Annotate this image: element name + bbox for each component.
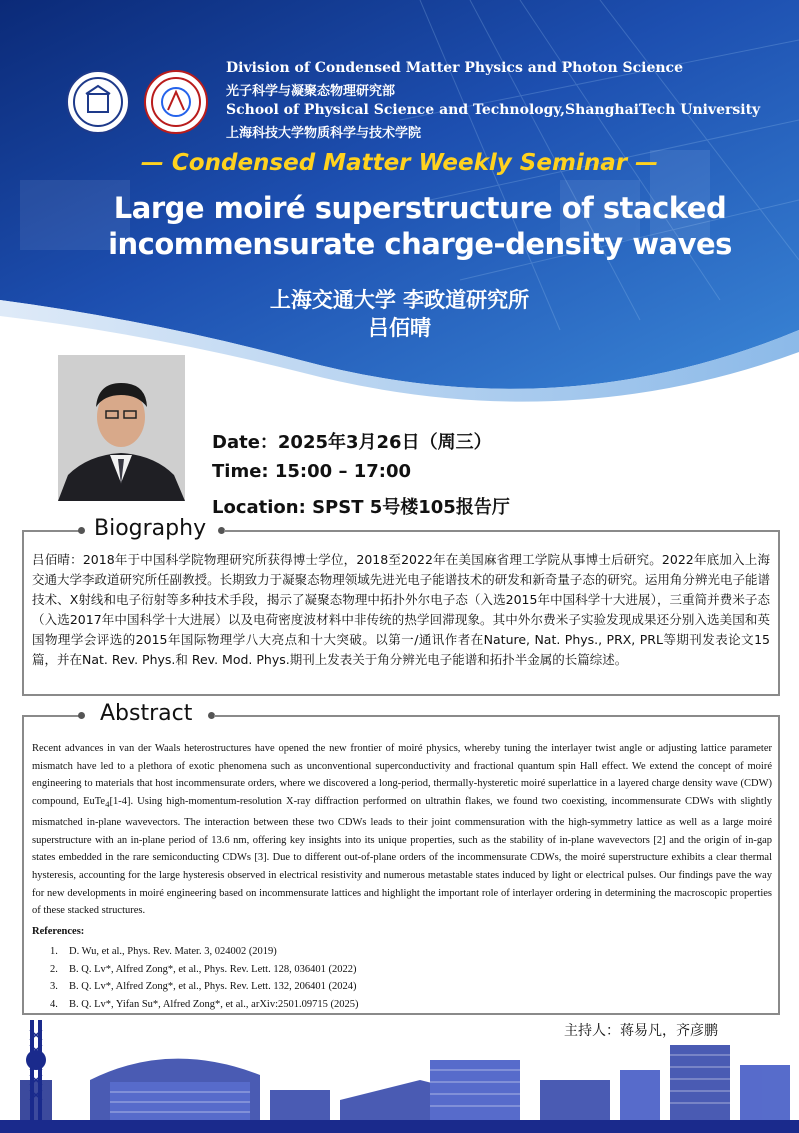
abstract-text-part-1: Recent advances in van der Waals heterostructures have opened the new frontier of moiré physics, whereby tuning the interlayer twist angle or adjusting lattice parameter mismatch have led to a plethora of exotic phenomena such as unconventional superconductivity and fractional quantum spin Hall effect. We extend the concept of moiré engineering to materials that host incommensurate orders, where we discovered a long-period, thermally-hysteretic moiré superlattice in a layered charge density wave (CDW) compound, EuTe (32, 743, 772, 808)
seminar-series: — Condensed Matter Weekly Seminar — (140, 150, 659, 176)
institution-en-school: School of Physical Science and Technology,ShanghaiTech University (226, 102, 761, 118)
institution-cn-school: 上海科技大学物质科学与技术学院 (226, 126, 422, 141)
speaker-photo (58, 355, 185, 501)
footer-skyline (0, 1020, 799, 1133)
logos (66, 70, 216, 140)
seminar-date: Date：2025年3月26日（周三） (212, 432, 492, 453)
abstract-text-part-2: [1-4]. Using high-momentum-resolution X-ray diffraction performed on ultrathin flakes, we found two coexisting, incommensurate CDWs with slightly mismatched in-plane wavevectors. The interaction between these two CDWs leads to their joint commensuration with the high-symmetry lattice as well as a large moiré superstructure with an in-plane period of 13.6 nm, offering key insights into its unique properties, such as the stability of in-plane wavevectors [2] and the origin of in-gap states embedded in the rare semiconducting CDWs [3]. Due to different out-of-plane orders of the incommensurate CDWs, the moiré superstructure exhibits a clear thermal hysteresis, accounting for the large hysteresis observed in electrical resistivity and numerous metastable states induced by light or electrical pulses. Our findings pave the way for new developments in moiré engineering based on incommensurate lattices and highlight the important role of interlayer ordering in determining the macroscopic properties of these stacked structures. (32, 796, 772, 917)
references-title: References: (32, 926, 85, 937)
abstract-heading: Abstract (100, 701, 193, 726)
institution-en-division: Division of Condensed Matter Physics and Photon Science (226, 60, 683, 76)
shanghaitech-logo (66, 70, 130, 134)
talk-title (80, 190, 760, 262)
biography-text: 吕佰晴：2018年于中国科学院物理研究所获得博士学位，2018至2022年在美国麻省理工学院从事博士后研究。2022年底加入上海交通大学李政道研究所任副教授。长期致力于凝聚态物理领域先进光电子能谱技术的研发和新奇量子态的研究。运用角分辨光电子能谱技术、X射线和电子衍射等多种技术手段，揭示了凝聚态物理中拓扑外尔电子态（入选2015年中国科学十大进展），三重简并费米子态（入选2017年中国科学十大进展）以及电荷密度波材料中非传统的热学回滞现象。其中外尔费米子实验发现成果还分别入选美国和英国物理学会评选的2015年国际物理学八大亮点和十大突破。以第一/通讯作者在Nature, Nat. Phys., PRX, PRL等期刊发表论文15篇，并在Nat. Rev. Phys.和 Rev. Mod. Phys.期刊上发表关于角分辨光电子能谱和拓扑半金属的长篇综述。 (32, 552, 770, 667)
speaker-name: 吕佰晴 (368, 316, 431, 340)
talk-title-line-1: Large moiré superstructure of stacked (113, 191, 727, 225)
abstract-subscript: 4 (105, 799, 110, 810)
institution-cn-division: 光子科学与凝聚态物理研究部 (226, 84, 396, 99)
spst-logo (144, 70, 208, 134)
references-list (50, 943, 359, 1014)
talk-title-line-2: incommensurate charge-density waves (108, 227, 732, 261)
seminar-location: Location: SPST 5号楼105报告厅 (212, 497, 510, 518)
biography-heading: Biography (94, 516, 207, 541)
reference-item: 2. B. Q. Lv*, Alfred Zong*, et al., Phys. Rev. Lett. 128, 036401 (2022) (50, 963, 357, 975)
reference-item: 1. D. Wu, et al., Phys. Rev. Mater. 3, 024002 (2019) (50, 946, 277, 957)
host-names: 主持人：蒋易凡，齐彦鹏 (564, 1023, 718, 1039)
abstract-text (32, 740, 772, 920)
reference-item: 3. B. Q. Lv*, Alfred Zong*, et al., Phys. Rev. Lett. 132, 206401 (2024) (50, 981, 357, 993)
seminar-time: Time: 15:00 – 17:00 (212, 461, 412, 482)
speaker-affiliation: 上海交通大学 李政道研究所 (269, 288, 530, 312)
tv-tower-illustration (20, 1020, 52, 1133)
reference-item: 4. B. Q. Lv*, Yifan Su*, Alfred Zong*, et al., arXiv:2501.09715 (2025) (50, 999, 359, 1011)
